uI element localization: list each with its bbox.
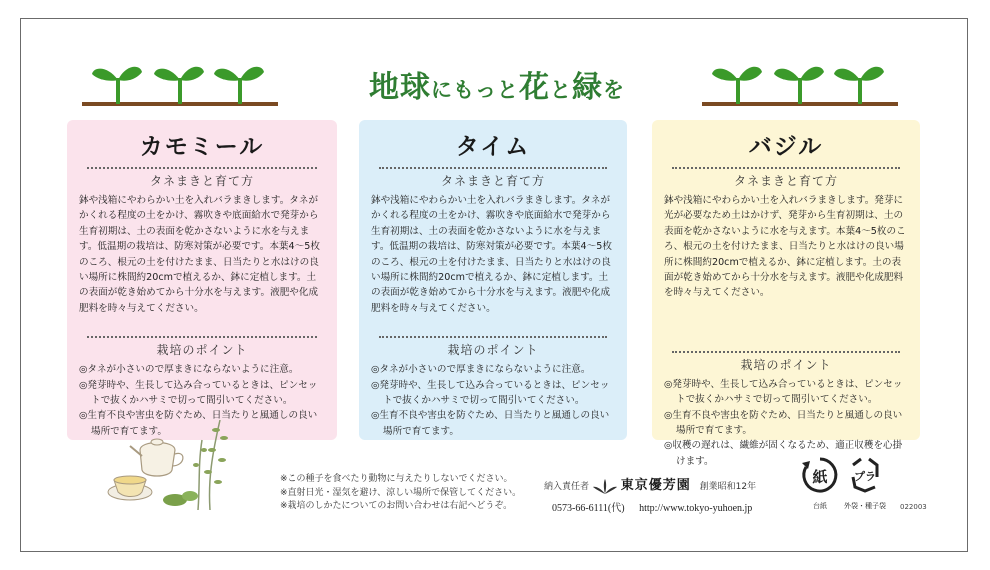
point-item: ◎生育不良や害虫を防ぐため、日当たりと風通しの良い場所で育てます。 [371, 410, 610, 437]
plastic-recycle-icon [845, 455, 885, 495]
note-line: ※栽培のしかたについてのお問い合わせは右記へどうぞ。 [280, 501, 513, 511]
company-info [544, 474, 756, 496]
dotted-divider [87, 336, 317, 338]
headline [332, 62, 662, 106]
contact-info [552, 499, 752, 514]
point-item: ◎タネが小さいので厚まきにならないように注意。 [371, 364, 591, 376]
headline-part: 緑 [572, 70, 603, 105]
sowing-subtitle: タネまきと育て方 [733, 174, 838, 188]
recycle-mark-paper [800, 455, 840, 511]
responsible-label: 納入責任者 [544, 482, 590, 492]
headline-part: を [603, 77, 625, 102]
point-item: ◎生育不良や害虫を防ぐため、日当たりと風通しの良い場所で育てます。 [664, 409, 903, 437]
panel-thyme [359, 120, 627, 440]
caution-notes [280, 473, 521, 514]
point-item: ◎生育不良や害虫を防ぐため、日当たりと風通しの良い場所で育てます。 [79, 410, 318, 437]
dotted-divider [379, 167, 607, 169]
points-subtitle: 栽培のポイント [447, 343, 539, 358]
dotted-divider [672, 351, 900, 353]
headline-part: 花 [519, 70, 550, 105]
note-line: ※直射日光・湿気を避け、涼しい場所で保管してください。 [280, 487, 522, 498]
plastic-caption: 外袋・種子袋 [844, 502, 886, 510]
note-line: ※この種子を食べたり動物に与えたりしないでください。 [280, 474, 513, 484]
headline-part: 地球 [369, 70, 431, 105]
point-item: ◎収穫の遅れは、繊維が固くなるため、適正収穫を心掛けます。 [664, 440, 903, 467]
points-subtitle: 栽培のポイント [740, 357, 832, 372]
sowing-instructions: 鉢や浅箱にやわらかい土を入れバラまきします。発芽に光が必要なため土はかけず、発芽から生育初期は、土の表面を乾かさないように水を与えます。本葉4～5枚のころ、根元の土を付けたまま、日当たりと水はけの良い場所に株間約20cmで植えるか、鉢に定植します。土の表面が乾き始めてから十分水を与えます。液肥や化成肥料を時々与えてください。 [664, 195, 906, 299]
phone-number: 0573-66-6111(代) [552, 503, 625, 514]
headline-part: にもっと [431, 77, 519, 102]
point-item: ◎発芽時や、生長して込み合っているときは、ピンセットで抜くかハサミで切って間引いてください。 [79, 379, 318, 407]
sowing-subtitle: タネまきと育て方 [149, 174, 254, 188]
website-url: http://www.tokyo-yuhoen.jp [639, 503, 753, 514]
dotted-divider [87, 167, 317, 169]
sowing-subtitle: タネまきと育て方 [440, 174, 545, 188]
product-code: 022003 [900, 503, 927, 511]
plastic-mark-text: プラ [854, 470, 876, 483]
sprouts-left-illustration [82, 60, 278, 112]
panel-title: カモミール [139, 134, 265, 160]
founded-label: 創業昭和12年 [699, 482, 757, 492]
headline-part: と [550, 77, 572, 102]
paper-recycle-icon [800, 455, 840, 495]
sprouts-right-illustration [702, 60, 898, 112]
sowing-instructions: 鉢や浅箱にやわらかい土を入れバラまきします。タネがかくれる程度の土をかけ、霧吹きや底面給水で発芽から生育初期は、土の表面を乾かさないように水を与えます。低温期の栽培は、防寒対策が必要です。本葉4～5枚のころ、根元の土を付けたまま、日当たりと水はけの良い場所に株間約20cmで植えるか、鉢に定植します。土の表面が乾き始めてから十分水を与えます。液肥や化成肥料を時々与えてください。 [371, 195, 612, 314]
company-logo-icon [592, 478, 618, 496]
panel-title: バジル [748, 134, 824, 160]
dotted-divider [672, 167, 900, 169]
point-item: ◎発芽時や、生長して込み合っているときは、ピンセットで抜くかハサミで切って間引いてください。 [371, 379, 610, 407]
sowing-instructions: 鉢や浅箱にやわらかい土を入れバラまきします。タネがかくれる程度の土をかけ、霧吹きや底面給水で発芽から生育初期は、土の表面を乾かさないように水を与えます。低温期の栽培は、防寒対策が必要です。本葉4～5枚のころ、根元の土を付けたまま、日当たりと水はけの良い場所に株間約20cmで植えるか、鉢に定植します。土の表面が乾き始めてから十分水を与えます。液肥や化成肥料を時々与えてください。 [79, 195, 320, 314]
dotted-divider [379, 336, 607, 338]
panel-basil [652, 120, 920, 467]
points-subtitle: 栽培のポイント [156, 343, 248, 358]
paper-caption: 台紙 [813, 502, 827, 510]
point-item: ◎タネが小さいので厚まきにならないように注意。 [79, 364, 299, 376]
herb-tea-illustration [100, 410, 250, 515]
panel-title: タイム [455, 134, 531, 160]
panel-chamomile [67, 120, 337, 440]
recycle-mark-plastic [844, 455, 886, 511]
paper-mark-text: 紙 [812, 468, 828, 486]
points-list [371, 362, 615, 439]
point-item: ◎発芽時や、生長して込み合っているときは、ピンセットで抜くかハサミで切って間引いてください。 [664, 378, 903, 406]
company-name: 東京優芳園 [620, 478, 691, 493]
